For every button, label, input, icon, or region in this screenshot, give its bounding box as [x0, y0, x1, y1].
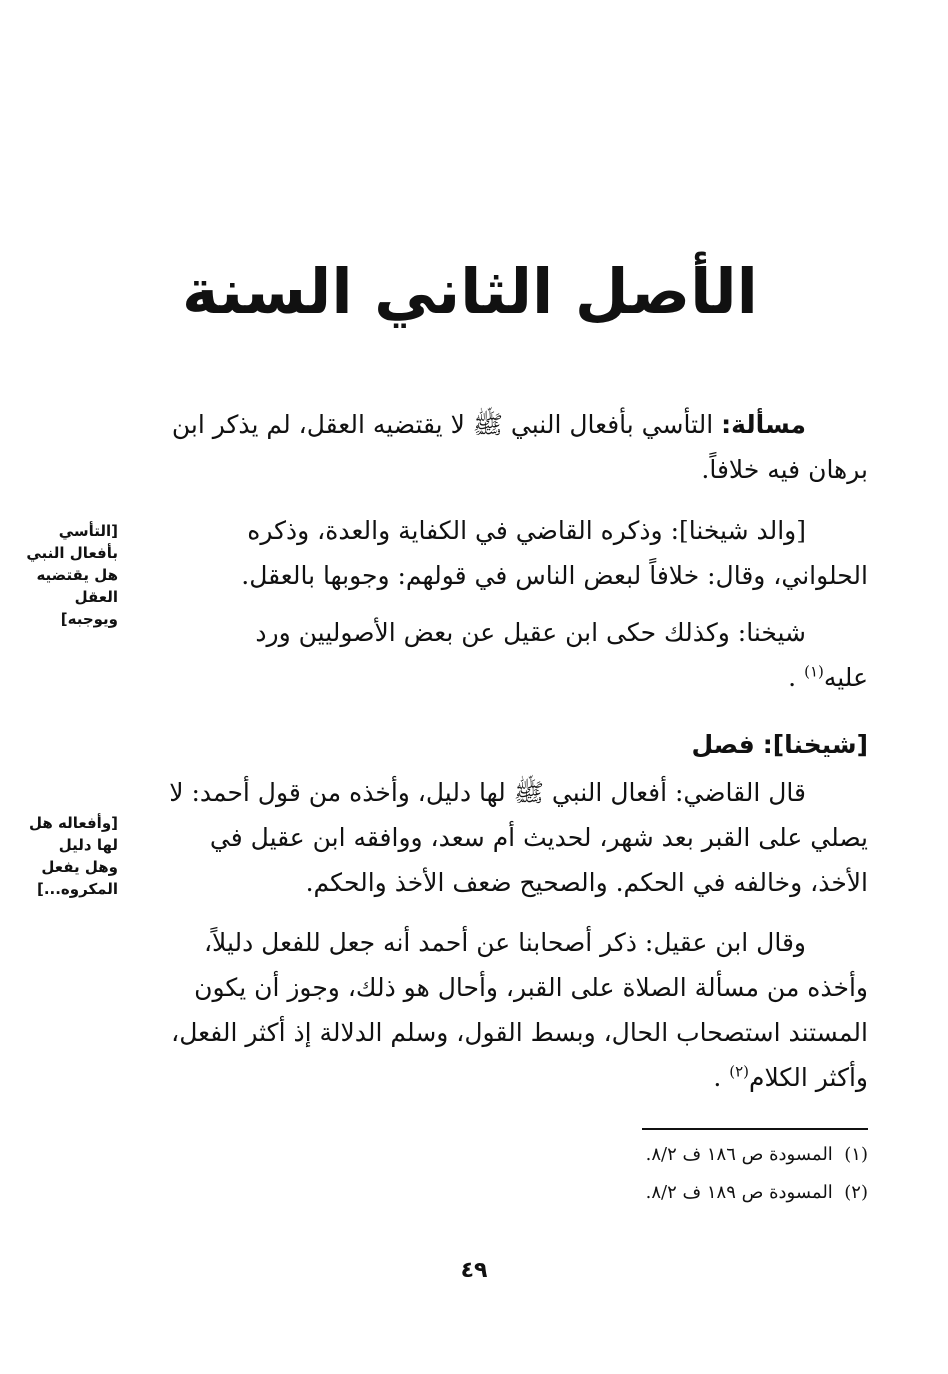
paragraph-text: الأخذ، وخالفه في الحكم. والصحيح ضعف الأخذ والحكم. — [305, 868, 868, 897]
chapter-title: الأصل الثاني السنة — [182, 255, 758, 328]
footnote-number: (٢) — [844, 1182, 868, 1203]
paragraph-text: وقال ابن عقيل: ذكر أصحابنا عن أحمد أنه جعل للفعل دليلاً، — [203, 928, 806, 957]
paragraph-1 — [126, 402, 868, 492]
paragraph-4 — [126, 770, 868, 905]
paragraph-line — [126, 553, 868, 598]
paragraph-line — [126, 402, 868, 447]
section-prefix: [شيخنا]: — [762, 730, 868, 759]
footnote-text: المسودة ص ١٨٩ ف ٨/٢. — [645, 1182, 833, 1203]
footnote-marker: (١) — [804, 662, 824, 681]
paragraph-text: الحلواني، وقال: خلافاً لبعض الناس في قولهم: وجوبها بالعقل. — [241, 561, 868, 590]
paragraph-text: التأسي بأفعال النبي ﷺ لا يقتضيه العقل، لم يذكر ابن — [171, 410, 714, 439]
paragraph-line — [126, 920, 868, 965]
footnote-text: المسودة ص ١٨٦ ف ٨/٢. — [645, 1144, 833, 1165]
paragraph-line — [126, 860, 868, 905]
paragraph-text: قال القاضي: أفعال النبي ﷺ لها دليل، وأخذه من قول أحمد: لا — [169, 778, 806, 807]
footnote-marker: (٢) — [729, 1062, 750, 1081]
paragraph-text: يصلي على القبر بعد شهر، لحديث أم سعد، ووافقه ابن عقيل في — [209, 823, 868, 852]
paragraph-text: برهان فيه خلافاً. — [701, 455, 868, 484]
footnote-separator — [642, 1128, 868, 1130]
section-heading — [126, 722, 868, 767]
paragraph-5 — [126, 920, 868, 1100]
footnote-number: (١) — [844, 1144, 868, 1165]
paragraph-text: [والد شيخنا]: وذكره القاضي في الكفاية والعدة، وذكره — [247, 516, 806, 545]
paragraph-text: وأخذه من مسألة الصلاة على القبر، وأحال هو ذلك، وجوز أن يكون — [194, 973, 868, 1002]
paragraph-text: شيخنا: وكذلك حكى ابن عقيل عن بعض الأصوليين ورد — [255, 618, 806, 647]
paragraph-2 — [126, 508, 868, 598]
paragraph-line — [126, 770, 868, 815]
paragraph-text: المستند استصحاب الحال، وبسط القول، وسلم الدلالة إذ أكثر الفعل، — [171, 1018, 868, 1047]
issue-label: مسألة: — [721, 410, 806, 439]
page-number: ٤٩ — [460, 1258, 488, 1283]
section-heading-text: فصل — [691, 730, 755, 759]
paragraph-line — [126, 1010, 868, 1055]
paragraph-line — [126, 815, 868, 860]
paragraph-text: عليه — [823, 663, 868, 692]
paragraph-line — [126, 610, 868, 655]
paragraph-line — [126, 965, 868, 1010]
paragraph-line — [126, 508, 868, 553]
margin-note-2: [وأفعاله هل لها دليل وهل يفعل المكروه...] — [29, 814, 118, 898]
paragraph-line: عليه$^{(١)}$ . — [788, 662, 868, 692]
footnote-2 — [646, 1180, 868, 1206]
margin-note-1: [التأسي بأفعال النبي هل يقتضيه العقل ويوجبه] — [26, 522, 118, 628]
paragraph-3 — [126, 610, 868, 700]
paragraph-text: وأكثر الكلام — [749, 1063, 868, 1092]
footnote-1 — [646, 1142, 868, 1168]
paragraph-line: وأكثر الكلام$^{(٢)}$ . — [713, 1062, 868, 1092]
paragraph-line — [126, 447, 868, 492]
